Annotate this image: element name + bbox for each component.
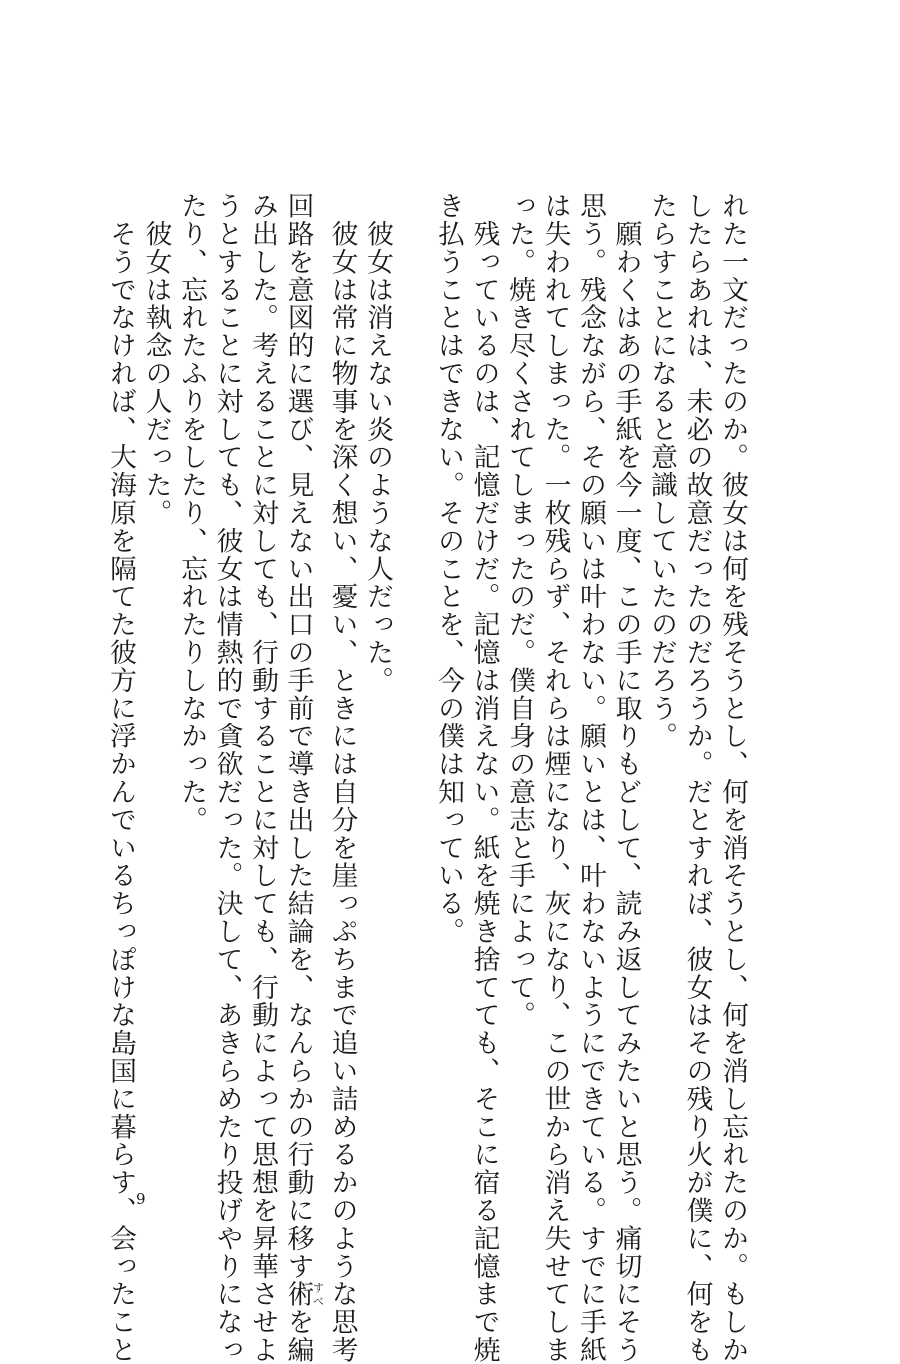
text-line: うとすることに対しても、彼女は情熱的で貪欲だった。決して、あきらめたり投げやりになっ xyxy=(211,192,243,1364)
text-line: たり、忘れたふりをしたり、忘れたりしなかった。 xyxy=(176,192,207,834)
text-line: み出した。考えることに対しても、行動することに対しても、行動によって思想を昇華させよ xyxy=(247,192,278,1364)
ruby-base: 術 xyxy=(282,1280,314,1309)
text-line: は失われてしまった。一枚残らず、それらは煙になり、灰になり、この世から消え失せてしま xyxy=(539,192,571,1364)
text-line: 思う。残念ながら、その願いは叶わない。願いとは、叶わないようにできている。すでに手紙 xyxy=(575,192,606,1364)
ruby-reading: すべ xyxy=(311,1280,325,1308)
text-line: 彼女は執念の人だった。 xyxy=(140,192,172,527)
text-line: 彼女は消えない炎のような人だった。 xyxy=(362,192,393,695)
ruby-annotation xyxy=(282,1280,325,1309)
vertical-text-body xyxy=(103,192,751,1364)
paragraph-gap xyxy=(395,192,431,1172)
text-line: たらすことになると意識していたのだろう。 xyxy=(646,192,677,750)
text-line: れた一文だったのか。彼女は何を残そうとし、何を消そうとし、何を消し忘れたのか。もしか xyxy=(717,192,748,1364)
text-line: 願わくはあの手紙を今一度、この手に取りもどして、読み返してみたいと思う。痛切にそう xyxy=(610,192,642,1364)
text-segment: を編 xyxy=(282,1308,314,1364)
page-number: 9 xyxy=(136,1190,146,1208)
text-segment: 回路を意図的に選び、見えない出口の手前で導き出した結論を、なんらかの行動に移す xyxy=(282,192,314,1281)
text-line: った。焼き尽くされてしまったのだ。僕自身の意志と手によって。 xyxy=(504,192,535,1029)
text-line: したらあれは、未必の故意だったのだろうか。だとすれば、彼女はその残り火が僕に、何をも xyxy=(681,192,713,1364)
text-line: き払うことはできない。そのことを、今の僕は知っている。 xyxy=(433,192,464,946)
text-line-with-ruby xyxy=(280,192,325,1364)
text-line: そうでなければ、大海原を隔てた彼方に浮かんでいるちっぽけな島国に暮らす、会ったこと xyxy=(105,192,136,1364)
text-line: 残っているのは、記憶だけだ。記憶は消えない。紙を焼き捨てても、そこに宿る記憶まで焼 xyxy=(468,192,500,1364)
text-line: 彼女は常に物事を深く想い、憂い、ときには自分を崖っぷちまで追い詰めるかのような思考 xyxy=(326,192,358,1364)
